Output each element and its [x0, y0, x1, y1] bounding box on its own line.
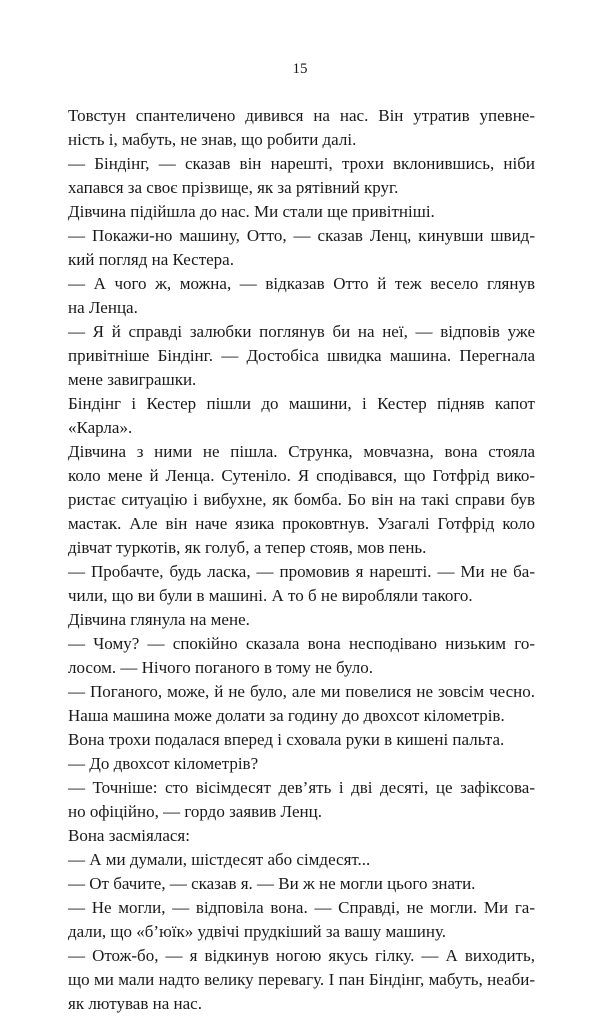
text-line: — Покажи-но машину, Отто, — сказав Ленц, кинувши швид- — [68, 226, 535, 245]
text-line: ристає ситуацію і вибухне, як бомба. Бо він на такі справи був — [68, 490, 535, 509]
text-line: — Не могли, — відповіла вона. — Справді, не могли. Ми га- — [68, 898, 535, 917]
text-line: Дівчина глянула на мене. — [68, 610, 250, 629]
text-line: мене завиграшки. — [68, 370, 197, 389]
text-line: — Біндінг, — сказав він нарешті, трохи вклонившись, ніби — [68, 154, 535, 173]
text-line: — Я й справді залюбки поглянув би на неї, — відповів уже — [68, 322, 535, 341]
text-line: Наша машина може долати за годину до двохсот кілометрів. — [68, 706, 505, 725]
text-line: Дівчина підійшла до нас. Ми стали ще привітніші. — [68, 202, 435, 221]
text-line: — А ми думали, шістдесят або сімдесят... — [68, 850, 371, 869]
text-line: — А чого ж, можна, — відказав Отто й теж весело глянув — [68, 274, 535, 293]
text-line: — Отож-бо, — я відкинув ногою якусь гілку. — А виходить, — [68, 946, 535, 965]
text-line: Дівчина з ними не пішла. Струнка, мовчазна, вона стояла — [68, 442, 535, 461]
text-line: — От бачите, — сказав я. — Ви ж не могли цього знати. — [68, 874, 476, 893]
text-line: «Карла». — [68, 418, 133, 437]
text-line: на Ленца. — [68, 298, 138, 317]
text-line: Товстун спантеличено дивився на нас. Він утратив упевне- — [68, 106, 535, 125]
text-line: дівчат туркотів, як голуб, а тепер стояв, мов пень. — [68, 538, 427, 557]
text-line: хапався за своє прізвище, як за рятівний круг. — [68, 178, 399, 197]
text-line: — Чому? — спокійно сказала вона несподівано низьким го- — [68, 634, 535, 653]
text-line: кий погляд на Кестера. — [68, 250, 234, 269]
text-line: — Пробачте, будь ласка, — промовив я нарешті. — Ми не ба- — [68, 562, 535, 581]
text-line: привітніше Біндінг. — Достобіса швидка машина. Перегнала — [68, 346, 535, 365]
text-line: — Точніше: сто вісімдесят дев’ять і дві десяті, це зафіксова- — [68, 778, 535, 797]
text-line: лосом. — Нічого поганого в тому не було. — [68, 658, 374, 677]
text-line: чили, що ви були в машині. А то б не виробляли такого. — [68, 586, 473, 605]
text-line: як лютував на нас. — [68, 994, 202, 1013]
text-line: дали, що «б’юїк» удвічі прудкіший за вашу машину. — [68, 922, 447, 941]
text-line: — Поганого, може, й не було, але ми повелися не зовсім чесно. — [68, 682, 535, 701]
page-number: 15 — [292, 61, 308, 77]
text-line: Біндінг і Кестер пішли до машини, і Кестер підняв капот — [68, 394, 535, 413]
text-line: ність і, мабуть, не знав, що робити далі. — [68, 130, 357, 149]
text-line: но офіційно, — гордо заявив Ленц. — [68, 802, 322, 821]
text-line: — До двохсот кілометрів? — [68, 754, 259, 773]
text-line: Вона трохи подалася вперед і сховала руки в кишені пальта. — [68, 730, 505, 749]
text-line: коло мене й Ленца. Сутеніло. Я сподівався, що Готфрід вико- — [68, 466, 535, 485]
text-line: Вона засміялася: — [68, 826, 190, 845]
body-text — [68, 104, 535, 1016]
text-line: що ми мали надто велику перевагу. І пан Біндінг, мабуть, неаби- — [68, 970, 535, 989]
text-line: мастак. Але він наче язика проковтнув. Узагалі Готфрід коло — [68, 514, 535, 533]
